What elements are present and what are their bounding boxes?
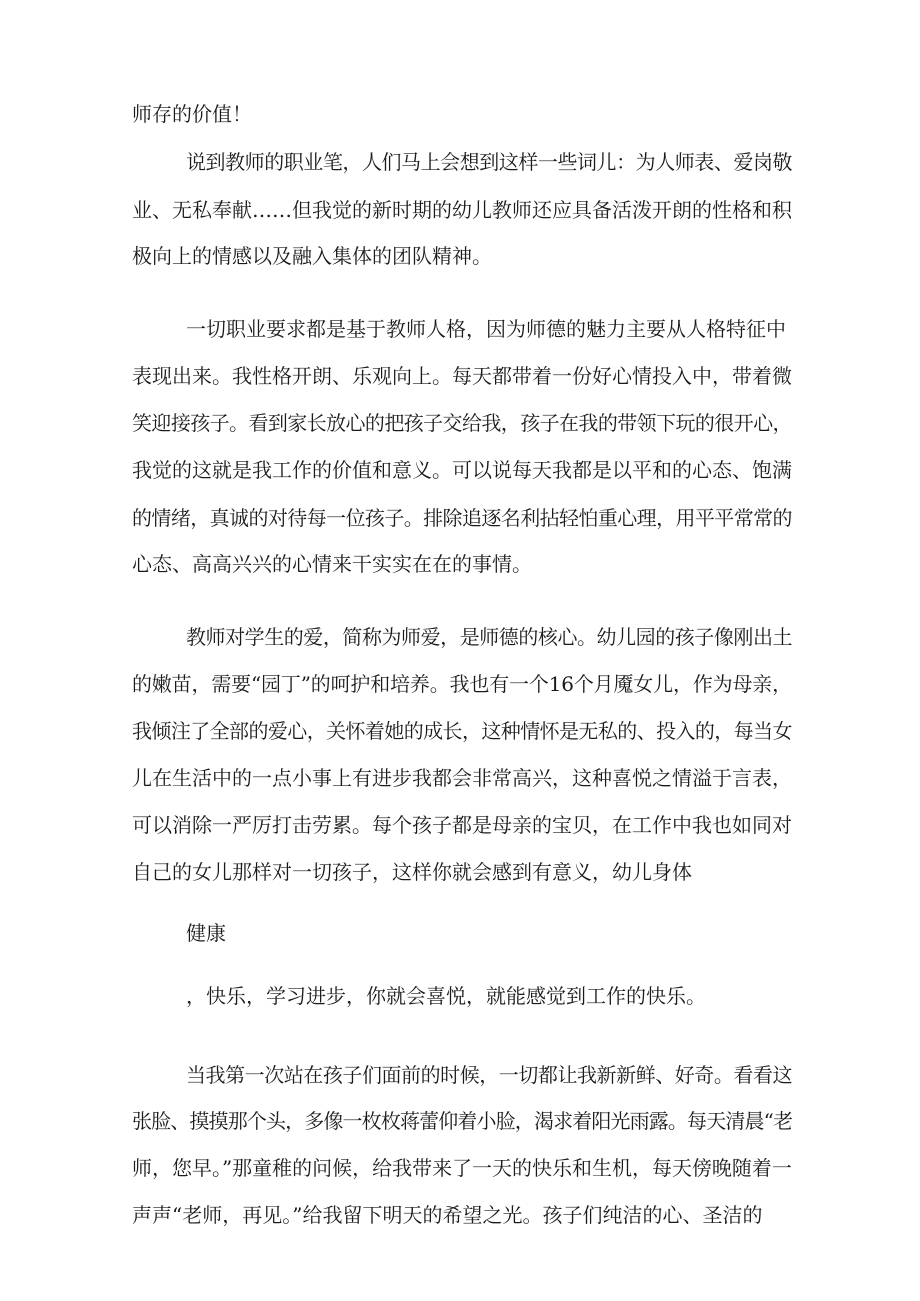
text-line: 说到教师的职业笔，人们马上会想到这样一些词儿：为人师表、爱岗敬	[186, 150, 793, 174]
text-line: 极向上的情感以及融入集体的团队精神。	[132, 244, 492, 268]
text-line: 我觉的这就是我工作的价值和意义。可以说每天我都是以平和的心态、饱满	[132, 458, 792, 482]
text-line: 的嫩苗，需要“园丁”的呵护和培养。我也有一个16个月魇女儿，作为母亲，	[132, 672, 792, 696]
text-line: ，快乐，学习进步，你就会喜悦，就能感觉到工作的快乐。	[186, 984, 706, 1008]
text-line: 心态、高高兴兴的心情来干实实在在的事情。	[132, 552, 532, 576]
text-line: 我倾注了全部的爱心，关怀着她的成长，这种情怀是无私的、投入的，每当女	[132, 719, 792, 743]
text-line: 的情绪，真诚的对待每一位孩子。排除追逐名利拈轻怕重心理，用平平常常的	[132, 506, 792, 530]
text-line: 笑迎接孩子。看到家长放心的把孩子交给我，孩子在我的带领下玩的很开心，	[132, 411, 792, 435]
text-line: 儿在生活中的一点小事上有进步我都会非常高兴，这种喜悦之情溢于言表，	[132, 766, 792, 790]
text-line: 业、无私奉献……但我觉的新时期的幼儿教师还应具备活泼开朗的性格和积	[132, 198, 792, 222]
text-line: 师存的价值！	[132, 102, 252, 126]
text-line: 声声“老师，再见。”给我留下明天的希望之光。孩子们纯洁的心、圣洁的	[132, 1203, 763, 1227]
text-line: 健康	[186, 921, 226, 945]
text-line: 教师对学生的爱，简称为师爱，是师德的核心。幼儿园的孩子像刚出土	[186, 625, 793, 649]
text-line: 可以消除一严厉打击劳累。每个孩子都是母亲的宝贝，在工作中我也如同对	[132, 813, 792, 837]
text-line: 当我第一次站在孩子们面前的时候，一切都让我新新鲜、好奇。看看这	[186, 1063, 793, 1087]
text-line: 一切职业要求都是基于教师人格，因为师德的魅力主要从人格特征中	[186, 317, 786, 341]
text-line: 张脸、摸摸那个头，多像一枚枚蒋蕾仰着小脸，渴求着阳光雨露。每天清晨“老	[132, 1109, 793, 1133]
text-line: 表现出来。我性格开朗、乐观向上。每天都带着一份好心情投入中，带着微	[132, 364, 792, 388]
text-line: 自己的女儿那样对一切孩子，这样你就会感到有意义，幼儿身体	[132, 860, 692, 884]
text-line: 师，您早。”那童稚的问候，给我带来了一天的快乐和生机，每天傍晚随着一	[132, 1156, 792, 1180]
